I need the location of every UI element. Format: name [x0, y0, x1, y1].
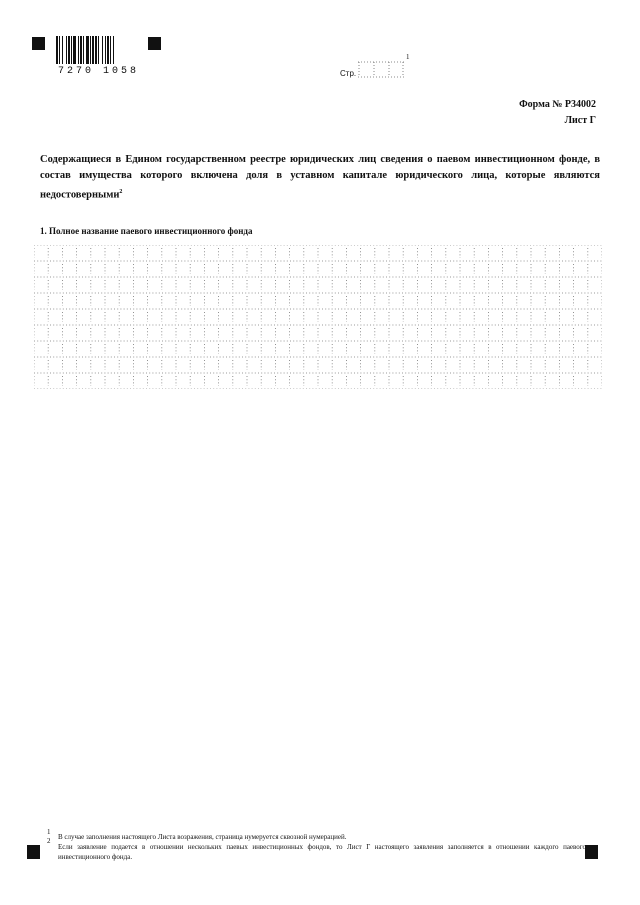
corner-marker-top-right	[148, 37, 161, 50]
page-footnote-ref: 1	[406, 53, 410, 61]
corner-marker-bottom-left	[27, 845, 40, 859]
form-number: Форма № Р34002	[519, 99, 596, 110]
page-title	[40, 152, 600, 204]
title-text: Содержащиеся в Едином государственном реестре юридических лиц сведения о паевом инвестиционном фонде, в состав имущества которого включена доля в уставном капитале юридического лица, которые являются недостоверными	[40, 154, 600, 201]
page-number-cells[interactable]	[358, 56, 404, 78]
section-1-label: 1. Полное название паевого инвестиционного фонда	[40, 226, 253, 236]
barcode-icon	[56, 36, 136, 64]
page-label: Стр.	[340, 69, 357, 78]
footnote-mark-2: 2	[47, 837, 51, 845]
form-header	[519, 97, 596, 129]
corner-marker-bottom-right	[585, 845, 598, 859]
corner-marker-top-left	[32, 37, 45, 50]
title-footnote-ref: 2	[119, 189, 123, 195]
footnote-1: В случае заполнения настоящего Листа возражения, страница нумеруется сквозной нумерацией.	[58, 833, 347, 841]
footnote-marks	[47, 828, 51, 846]
fund-name-input-grid[interactable]	[34, 245, 602, 389]
footnote-mark-1: 1	[47, 828, 51, 836]
sheet-label: Лист Г	[564, 115, 596, 126]
barcode-number: 7270 1058	[58, 66, 140, 77]
footnote-2: Если заявление подается в отношении нескольких паевых инвестиционных фондов, то Лист Г настоящего заявления заполняется в отношении каждого паевого инвестиционного фонда.	[58, 843, 586, 861]
